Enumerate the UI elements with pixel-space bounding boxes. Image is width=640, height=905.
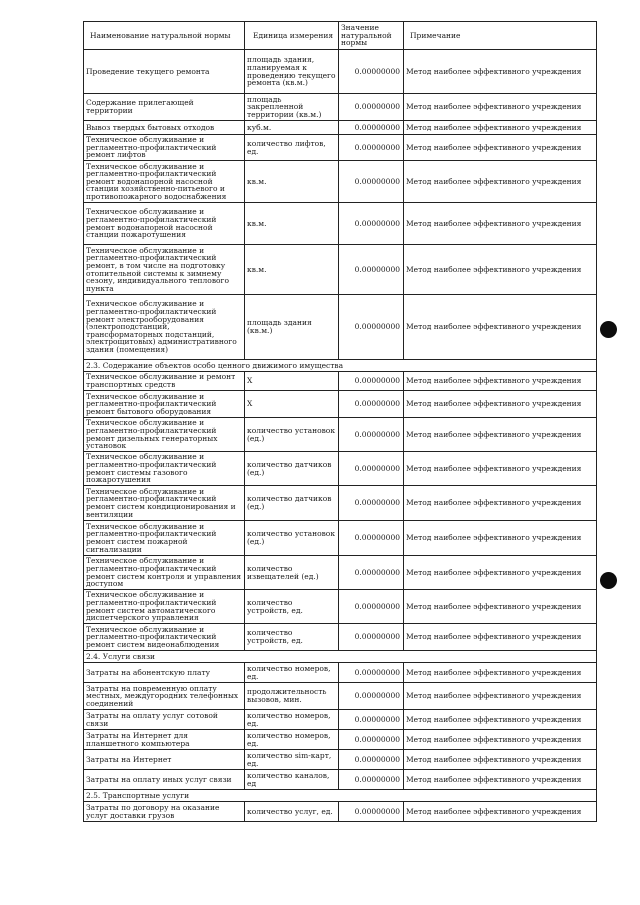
table-row xyxy=(84,521,597,556)
cell-unit: количество лифтов, ед. xyxy=(245,135,339,161)
cell-value: 0.00000000 xyxy=(339,372,404,391)
table-row xyxy=(84,121,597,135)
header-value: Значение натуральной нормы xyxy=(339,22,404,50)
cell-note: Метод наиболее эффективного учреждения xyxy=(404,730,597,750)
table-row xyxy=(84,750,597,770)
cell-name: Вывоз твердых бытовых отходов xyxy=(84,121,245,135)
cell-name: Техническое обслуживание и ремонт транспортных средств xyxy=(84,372,245,391)
cell-note: Метод наиболее эффективного учреждения xyxy=(404,121,597,135)
cell-name: Техническое обслуживание и регламентно-профилактический ремонт системы газового пожаротушения xyxy=(84,452,245,486)
table-row xyxy=(84,624,597,651)
table-row xyxy=(84,372,597,391)
cell-value: 0.00000000 xyxy=(339,295,404,360)
table-row xyxy=(84,590,597,624)
cell-note: Метод наиболее эффективного учреждения xyxy=(404,245,597,295)
cell-unit: количество каналов, ед xyxy=(245,770,339,790)
cell-note: Метод наиболее эффективного учреждения xyxy=(404,452,597,486)
cell-unit: площадь здания (кв.м.) xyxy=(245,295,339,360)
cell-value: 0.00000000 xyxy=(339,50,404,94)
cell-name: Затраты по договору на оказание услуг доставки грузов xyxy=(84,802,245,822)
cell-value: 0.00000000 xyxy=(339,683,404,710)
cell-unit: количество устройств, ед. xyxy=(245,590,339,624)
table-row xyxy=(84,161,597,203)
cell-name: Техническое обслуживание и регламентно-профилактический ремонт систем контроля и управления доступом xyxy=(84,556,245,590)
cell-name: Техническое обслуживание и регламентно-профилактический ремонт электрооборудования (электроподстанций, трансформаторных подстанций, электрощитовых) административного здания (помещения) xyxy=(84,295,245,360)
table-row xyxy=(84,295,597,360)
cell-value: 0.00000000 xyxy=(339,590,404,624)
cell-note: Метод наиболее эффективного учреждения xyxy=(404,94,597,121)
cell-unit: кв.м. xyxy=(245,161,339,203)
cell-note: Метод наиболее эффективного учреждения xyxy=(404,521,597,556)
cell-value: 0.00000000 xyxy=(339,556,404,590)
cell-name: Техническое обслуживание и регламентно-профилактический ремонт систем видеонаблюдения xyxy=(84,624,245,651)
cell-name: Техническое обслуживание и регламентно-профилактический ремонт, в том числе на подготовку отопительной системы к зимнему сезону, индивидуального теплового пункта xyxy=(84,245,245,295)
cell-name: Техническое обслуживание и регламентно-профилактический ремонт бытового оборудования xyxy=(84,391,245,418)
table-row xyxy=(84,94,597,121)
cell-note: Метод наиболее эффективного учреждения xyxy=(404,556,597,590)
cell-value: 0.00000000 xyxy=(339,521,404,556)
cell-value: 0.00000000 xyxy=(339,245,404,295)
cell-unit: количество номеров, ед. xyxy=(245,730,339,750)
table-row xyxy=(84,802,597,822)
cell-name: Затраты на оплату иных услуг связи xyxy=(84,770,245,790)
cell-name: Техническое обслуживание и регламентно-профилактический ремонт водонапорной насосной станции пожаротушения xyxy=(84,203,245,245)
cell-value: 0.00000000 xyxy=(339,452,404,486)
cell-value: 0.00000000 xyxy=(339,203,404,245)
section-title: 2.3. Содержание объектов особо ценного движимого имущества xyxy=(84,360,597,372)
cell-value: 0.00000000 xyxy=(339,624,404,651)
table-row xyxy=(84,452,597,486)
cell-unit: площадь закрепленной территории (кв.м.) xyxy=(245,94,339,121)
cell-value: 0.00000000 xyxy=(339,94,404,121)
header-unit: Единица измерения xyxy=(245,22,339,50)
table-row xyxy=(84,770,597,790)
section-title: 2.5. Транспортные услуги xyxy=(84,790,597,802)
table-row xyxy=(84,730,597,750)
section-row xyxy=(84,360,597,372)
cell-note: Метод наиболее эффективного учреждения xyxy=(404,295,597,360)
cell-name: Затраты на абонентскую плату xyxy=(84,663,245,683)
cell-unit: продолжительность вызовов, мин. xyxy=(245,683,339,710)
table-row xyxy=(84,683,597,710)
cell-name: Техническое обслуживание и регламентно-профилактический ремонт водонапорной насосной станции хозяйственно-питьевого и противопожарного водоснабжения xyxy=(84,161,245,203)
cell-value: 0.00000000 xyxy=(339,135,404,161)
cell-note: Метод наиболее эффективного учреждения xyxy=(404,372,597,391)
cell-name: Затраты на Интернет xyxy=(84,750,245,770)
cell-unit: X xyxy=(245,372,339,391)
cell-note: Метод наиболее эффективного учреждения xyxy=(404,418,597,452)
table-row xyxy=(84,135,597,161)
table-row xyxy=(84,50,597,94)
cell-name: Техническое обслуживание и регламентно-профилактический ремонт систем пожарной сигнализации xyxy=(84,521,245,556)
cell-note: Метод наиболее эффективного учреждения xyxy=(404,391,597,418)
cell-note: Метод наиболее эффективного учреждения xyxy=(404,590,597,624)
table-row xyxy=(84,391,597,418)
cell-name: Затраты на Интернет для планшетного компьютера xyxy=(84,730,245,750)
cell-unit: X xyxy=(245,391,339,418)
table-body xyxy=(84,50,597,822)
cell-note: Метод наиболее эффективного учреждения xyxy=(404,50,597,94)
table-row xyxy=(84,245,597,295)
cell-unit: количество установок (ед.) xyxy=(245,418,339,452)
cell-value: 0.00000000 xyxy=(339,121,404,135)
cell-value: 0.00000000 xyxy=(339,663,404,683)
table-row xyxy=(84,710,597,730)
cell-name: Содержание прилегающей территории xyxy=(84,94,245,121)
cell-name: Техническое обслуживание и регламентно-профилактический ремонт систем кондиционирования и вентиляции xyxy=(84,486,245,521)
cell-unit: кв.м. xyxy=(245,203,339,245)
cell-note: Метод наиболее эффективного учреждения xyxy=(404,710,597,730)
header-note: Примечание xyxy=(404,22,597,50)
cell-note: Метод наиболее эффективного учреждения xyxy=(404,683,597,710)
cell-note: Метод наиболее эффективного учреждения xyxy=(404,135,597,161)
cell-note: Метод наиболее эффективного учреждения xyxy=(404,663,597,683)
cell-name: Техническое обслуживание и регламентно-профилактический ремонт лифтов xyxy=(84,135,245,161)
cell-unit: площадь здания, планируемая к проведению текущего ремонта (кв.м.) xyxy=(245,50,339,94)
cell-name: Затраты на повременную оплату местных, междугородних телефонных соединений xyxy=(84,683,245,710)
cell-unit: куб.м. xyxy=(245,121,339,135)
cell-note: Метод наиболее эффективного учреждения xyxy=(404,486,597,521)
cell-value: 0.00000000 xyxy=(339,750,404,770)
cell-unit: количество sim-карт, ед. xyxy=(245,750,339,770)
cell-unit: количество номеров, ед. xyxy=(245,710,339,730)
cell-note: Метод наиболее эффективного учреждения xyxy=(404,770,597,790)
cell-note: Метод наиболее эффективного учреждения xyxy=(404,750,597,770)
cell-unit: количество номеров, ед. xyxy=(245,663,339,683)
table-row xyxy=(84,203,597,245)
cell-note: Метод наиболее эффективного учреждения xyxy=(404,203,597,245)
cell-value: 0.00000000 xyxy=(339,802,404,822)
cell-value: 0.00000000 xyxy=(339,710,404,730)
cell-value: 0.00000000 xyxy=(339,418,404,452)
cell-value: 0.00000000 xyxy=(339,161,404,203)
table-header xyxy=(84,22,597,50)
cell-name: Техническое обслуживание и регламентно-профилактический ремонт дизельных генераторных установок xyxy=(84,418,245,452)
cell-note: Метод наиболее эффективного учреждения xyxy=(404,161,597,203)
document-sheet xyxy=(83,21,596,822)
table-row xyxy=(84,556,597,590)
table-row xyxy=(84,663,597,683)
punch-hole xyxy=(600,572,617,589)
cell-note: Метод наиболее эффективного учреждения xyxy=(404,624,597,651)
cell-unit: количество извещателей (ед.) xyxy=(245,556,339,590)
cell-value: 0.00000000 xyxy=(339,486,404,521)
cell-note: Метод наиболее эффективного учреждения xyxy=(404,802,597,822)
header-row xyxy=(84,22,597,50)
cell-value: 0.00000000 xyxy=(339,730,404,750)
cell-unit: количество услуг, ед. xyxy=(245,802,339,822)
section-row xyxy=(84,790,597,802)
header-name: Наименование натуральной нормы xyxy=(84,22,245,50)
cell-value: 0.00000000 xyxy=(339,391,404,418)
section-row xyxy=(84,651,597,663)
norms-table xyxy=(83,21,597,822)
table-row xyxy=(84,418,597,452)
cell-name: Затраты на оплату услуг сотовой связи xyxy=(84,710,245,730)
cell-unit: количество установок (ед.) xyxy=(245,521,339,556)
cell-unit: количество устройств, ед. xyxy=(245,624,339,651)
cell-unit: количество датчиков (ед.) xyxy=(245,486,339,521)
table-row xyxy=(84,486,597,521)
cell-unit: количество датчиков (ед.) xyxy=(245,452,339,486)
section-title: 2.4. Услуги связи xyxy=(84,651,597,663)
cell-unit: кв.м. xyxy=(245,245,339,295)
punch-hole xyxy=(600,321,617,338)
cell-name: Проведение текущего ремонта xyxy=(84,50,245,94)
cell-name: Техническое обслуживание и регламентно-профилактический ремонт систем автоматического диспетчерского управления xyxy=(84,590,245,624)
cell-value: 0.00000000 xyxy=(339,770,404,790)
